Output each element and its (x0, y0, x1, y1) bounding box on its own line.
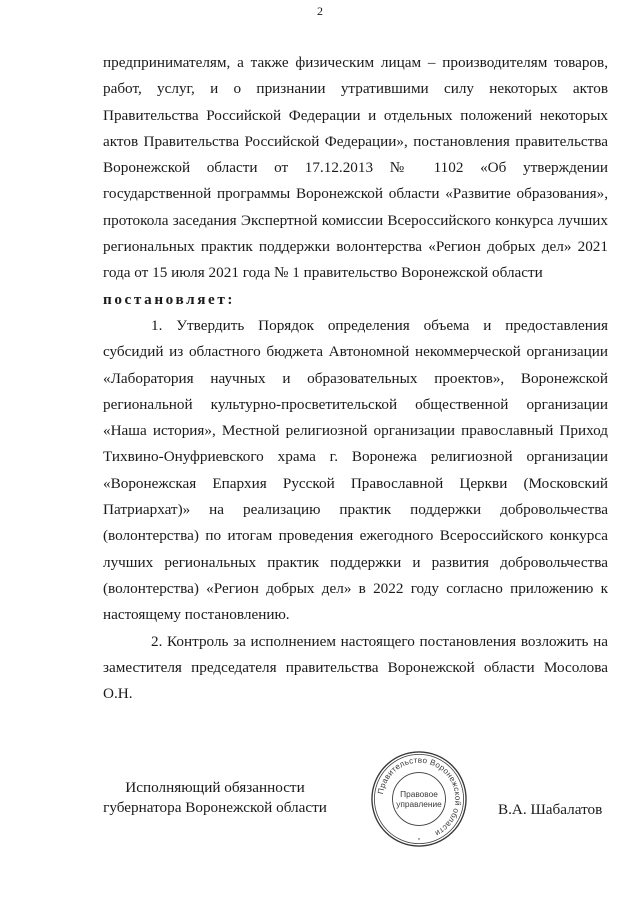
item-1-paragraph: 1. Утвердить Порядок определения объема и предоставления субсидий из областного бюджета Автономной некоммерческой организации «Лаборатория научных и образовательных проектов», Воронежской региональной культурно-просветительской общественной организации «Наша история», Местной религиозной организации православный Приход Тихвино-Онуфриевского храма г. Воронежа религиозной организации «Воронежская Епархия Русской Православной Церкви (Московский Патриархат)» на реализацию практик поддержки добровольчества (волонтерства) по итогам проведения ежегодного Всероссийского конкурса лучших региональных практик поддержки и развития добровольчества (волонтерства) «Регион добрых дел» в 2022 году согласно приложению к настоящему постановлению. (103, 316, 608, 624)
resolves-word: постановляет: (103, 290, 236, 308)
official-seal-stamp (370, 750, 468, 848)
signer-title (95, 778, 335, 818)
seal-star-icon: * (417, 838, 421, 845)
seal-center-line-2: управление (396, 798, 442, 809)
intro-paragraph (103, 50, 608, 313)
intro-text: предпринимателям, а также физическим лицам – производителям товаров, работ, услуг, и о признании утратившими силу некоторых актов Правительства Российской Федерации и отдельных положений некоторых актов Правительства Российской Федерации», постановления правительства Воронежской области от 17.12.2013 № 1102 «Об утверждении государственной программы Воронежской области «Развитие образования», протокола заседания Экспертной комиссии Всероссийского конкурса лучших региональных практик поддержки волонтерства «Регион добрых дел» 2021 года от 15 июля 2021 года № 1 правительство Воронежской области (103, 54, 608, 282)
signer-name: В.А. Шабалатов (498, 801, 603, 818)
item-2-paragraph: 2. Контроль за исполнением настоящего постановления возложить на заместителя председателя правительства Воронежской области Мосолова О.Н. (103, 632, 608, 703)
page-number: 2 (317, 4, 323, 18)
seal-center-line-1: Правовое (400, 789, 438, 800)
seal-ring-text: Правительство Воронежской области (376, 755, 463, 839)
document-body (103, 50, 608, 707)
signer-title-line-1: Исполняющий обязанности (125, 779, 305, 796)
signer-title-line-2: губернатора Воронежской области (103, 799, 327, 816)
